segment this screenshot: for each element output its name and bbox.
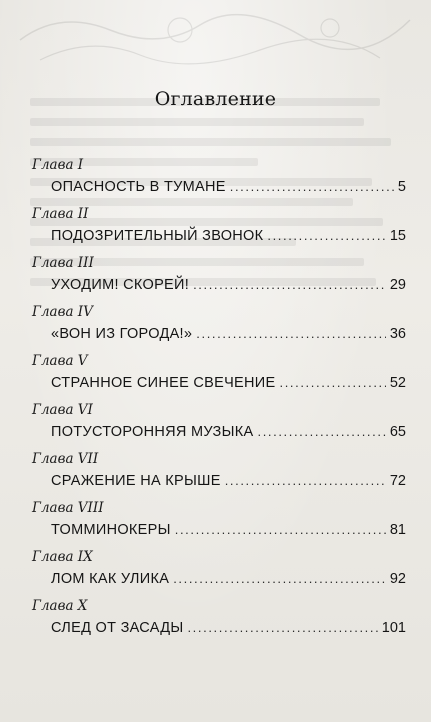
dot-leader (187, 618, 377, 637)
toc-entry[interactable] (32, 499, 406, 548)
show-through-illustration (0, 0, 431, 70)
chapter-title: ПОДОЗРИТЕЛЬНЫЙ ЗВОНОК (51, 228, 264, 244)
dot-leader (175, 520, 386, 539)
dot-leader (257, 422, 385, 441)
toc-entry[interactable] (32, 254, 406, 303)
chapter-label: Глава III (32, 255, 94, 271)
chapter-title: ОПАСНОСТЬ В ТУМАНЕ (51, 179, 226, 195)
chapter-title: ЛОМ КАК УЛИКА (51, 571, 170, 587)
page-number: 5 (397, 179, 406, 195)
toc-entry[interactable] (32, 352, 406, 401)
chapter-title: ТОММИНОКЕРЫ (51, 522, 171, 538)
chapter-label: Глава IX (32, 549, 93, 565)
dot-leader (225, 471, 386, 490)
toc-entry[interactable] (32, 205, 406, 254)
table-of-contents (32, 156, 406, 646)
chapter-title: СЛЕД ОТ ЗАСАДЫ (51, 620, 184, 636)
toc-entry[interactable] (32, 156, 406, 205)
page-number: 15 (389, 228, 406, 244)
toc-entry[interactable] (32, 401, 406, 450)
chapter-label: Глава V (32, 353, 88, 369)
page-number: 81 (389, 522, 406, 538)
chapter-label: Глава IV (32, 304, 93, 320)
toc-entry[interactable] (32, 303, 406, 352)
dot-leader (230, 177, 394, 196)
chapter-label: Глава VIII (32, 500, 104, 516)
page-number: 72 (389, 473, 406, 489)
toc-entry[interactable] (32, 450, 406, 499)
chapter-label: Глава VI (32, 402, 93, 418)
page-number: 36 (389, 326, 406, 342)
dot-leader (280, 373, 386, 392)
toc-entry[interactable] (32, 548, 406, 597)
chapter-label: Глава X (32, 598, 88, 614)
chapter-label: Глава I (32, 157, 84, 173)
toc-entry[interactable] (32, 597, 406, 646)
dot-leader (173, 569, 386, 588)
chapter-label: Глава II (32, 206, 89, 222)
page-title: Оглавление (154, 88, 277, 110)
page-number: 52 (389, 375, 406, 391)
page-number: 29 (389, 277, 406, 293)
chapter-title: СРАЖЕНИЕ НА КРЫШЕ (51, 473, 221, 489)
dot-leader (193, 275, 386, 294)
chapter-title: «ВОН ИЗ ГОРОДА!» (51, 326, 193, 342)
page-number: 92 (389, 571, 406, 587)
chapter-title: УХОДИМ! СКОРЕЙ! (51, 277, 190, 293)
page-number: 101 (381, 620, 406, 636)
chapter-title: ПОТУСТОРОННЯЯ МУЗЫКА (51, 424, 254, 440)
dot-leader (196, 324, 386, 343)
page-number: 65 (389, 424, 406, 440)
chapter-label: Глава VII (32, 451, 99, 467)
chapter-title: СТРАННОЕ СИНЕЕ СВЕЧЕНИЕ (51, 375, 276, 391)
dot-leader (267, 226, 385, 245)
